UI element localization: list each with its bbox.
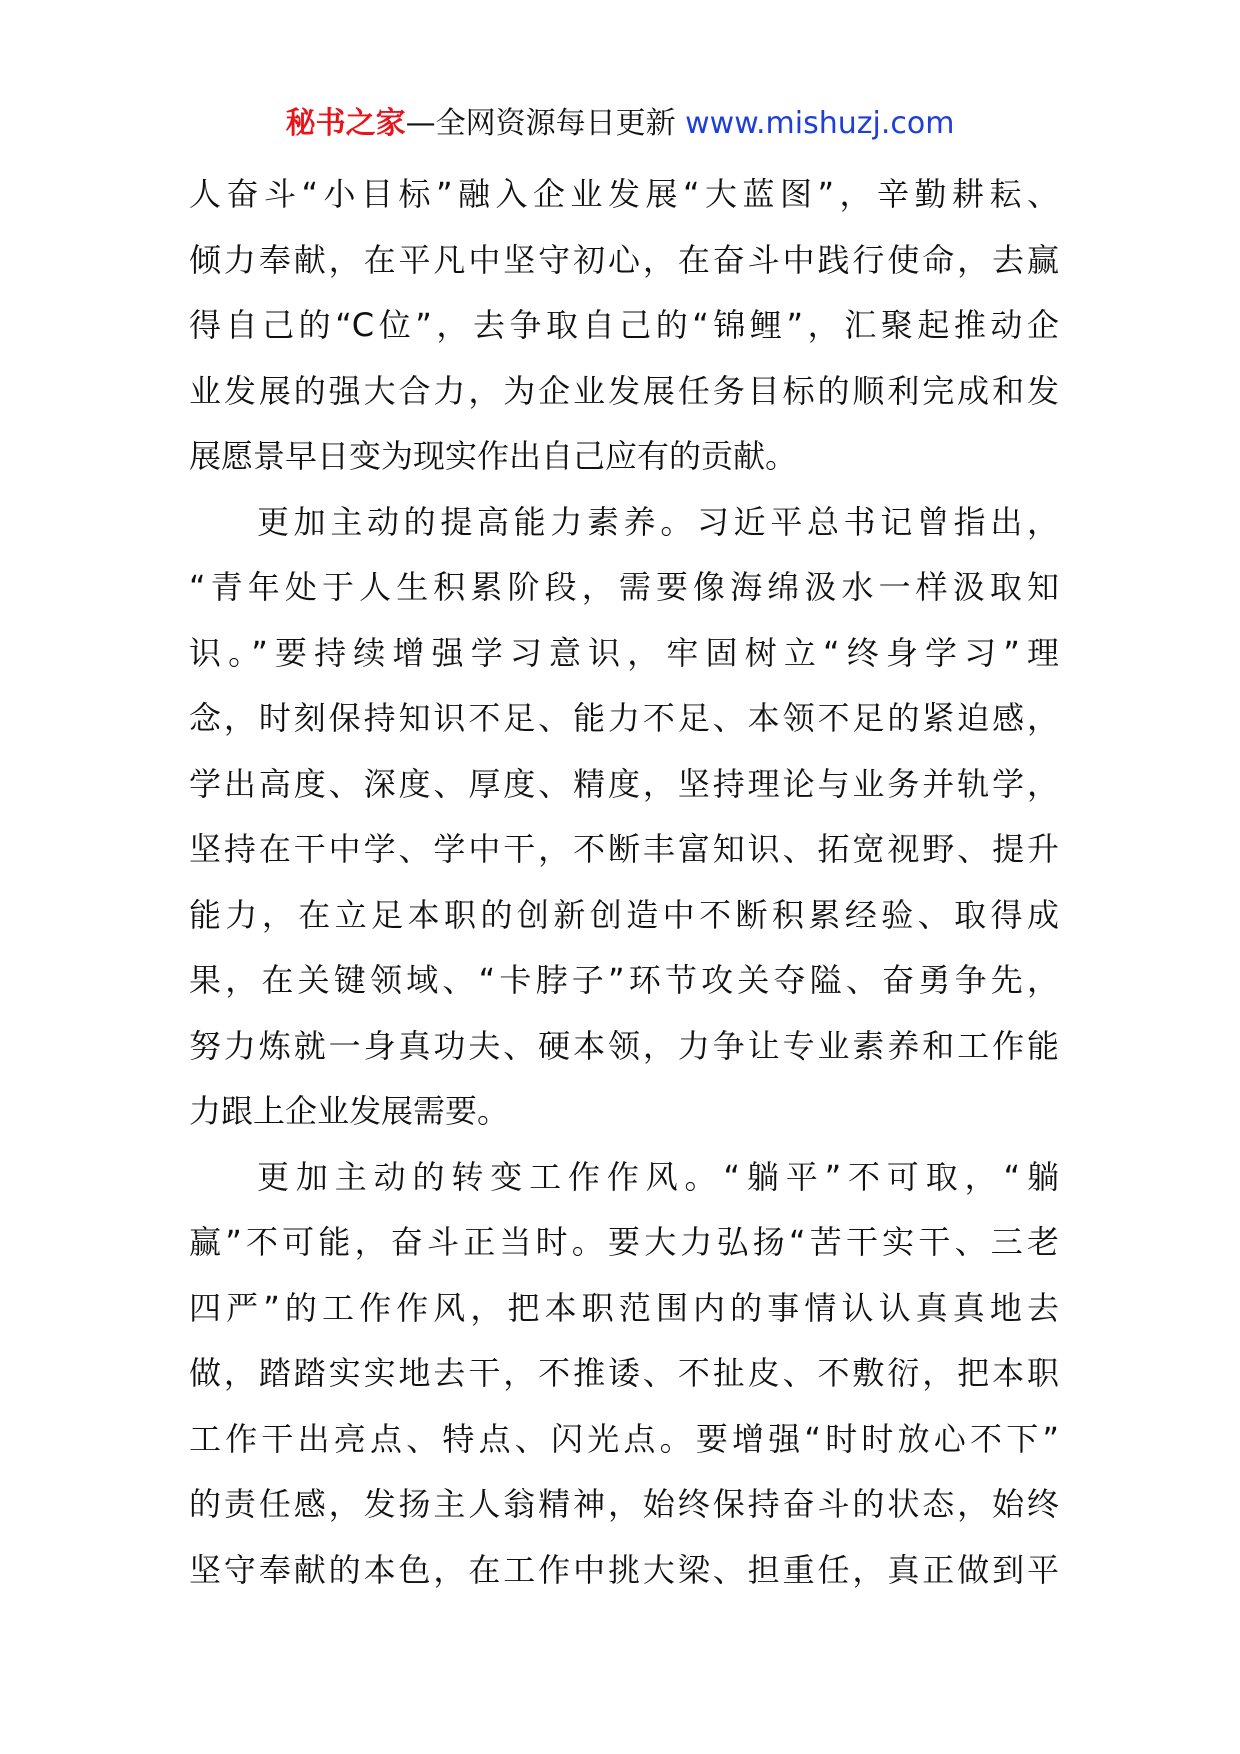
- page-header: [0, 104, 1240, 144]
- text-line: 坚持在干中学、学中干，不断丰富知识、拓宽视野、提升: [189, 830, 1059, 868]
- header-slogan: —全网资源每日更新: [405, 106, 686, 141]
- text-line: “青年处于人生积累阶段，需要像海绵汲水一样汲取知: [189, 568, 1059, 606]
- text-line: 工作干出亮点、特点、闪光点。要增强“时时放心不下”: [189, 1419, 1059, 1458]
- text-line: 得自己的“C位”，去争取自己的“锦鲤”，汇聚起推动企: [189, 306, 1059, 344]
- text-line: 更加主动的提高能力素养。习近平总书记曾指出，: [257, 502, 1059, 541]
- text-line: 的责任感，发扬主人翁精神，始终保持奋斗的状态，始终: [189, 1485, 1059, 1523]
- text-line: 展愿景早日变为现实作出自己应有的贡献。: [189, 437, 798, 475]
- header-brand: 秘书之家: [285, 106, 406, 141]
- paragraph: [189, 162, 1059, 490]
- text-line: 努力炼就一身真功夫、硬本领，力争让专业素养和工作能: [189, 1026, 1059, 1065]
- text-line: 能力，在立足本职的创新创造中不断积累经验、取得成: [189, 895, 1059, 934]
- text-line: 做，踏踏实实地去干，不推诿、不扯皮、不敷衍，把本职: [189, 1354, 1059, 1392]
- text-line: 业发展的强大合力，为企业发展任务目标的顺利完成和发: [189, 371, 1059, 410]
- text-line: 四严”的工作作风，把本职范围内的事情认认真真地去: [189, 1288, 1059, 1327]
- text-line: 坚守奉献的本色，在工作中挑大梁、担重任，真正做到平: [189, 1550, 1059, 1589]
- paragraph: [189, 490, 1059, 1145]
- text-line: 学出高度、深度、厚度、精度，坚持理论与业务并轨学，: [189, 764, 1059, 803]
- text-line: 人奋斗“小目标”融入企业发展“大蓝图”，辛勤耕耘、: [189, 175, 1059, 213]
- text-line: 果，在关键领域、“卡脖子”环节攻关夺隘、奋勇争先，: [189, 961, 1059, 999]
- text-line: 念，时刻保持知识不足、能力不足、本领不足的紧迫感，: [189, 699, 1059, 737]
- text-line: 倾力奉献，在平凡中坚守初心，在奋斗中践行使命，去赢: [189, 240, 1059, 279]
- text-line: 更加主动的转变工作作风。“躺平”不可取，“躺: [257, 1157, 1059, 1196]
- text-line: 赢”不可能，奋斗正当时。要大力弘扬“苦干实干、三老: [189, 1223, 1059, 1261]
- text-line: 识。”要持续增强学习意识，牢固树立“终身学习”理: [189, 633, 1059, 672]
- text-line: 力跟上企业发展需要。: [189, 1092, 510, 1130]
- document-body: [189, 162, 1059, 1603]
- paragraph: [189, 1145, 1059, 1604]
- header-url-link[interactable]: www.mishuzj.com: [685, 106, 955, 141]
